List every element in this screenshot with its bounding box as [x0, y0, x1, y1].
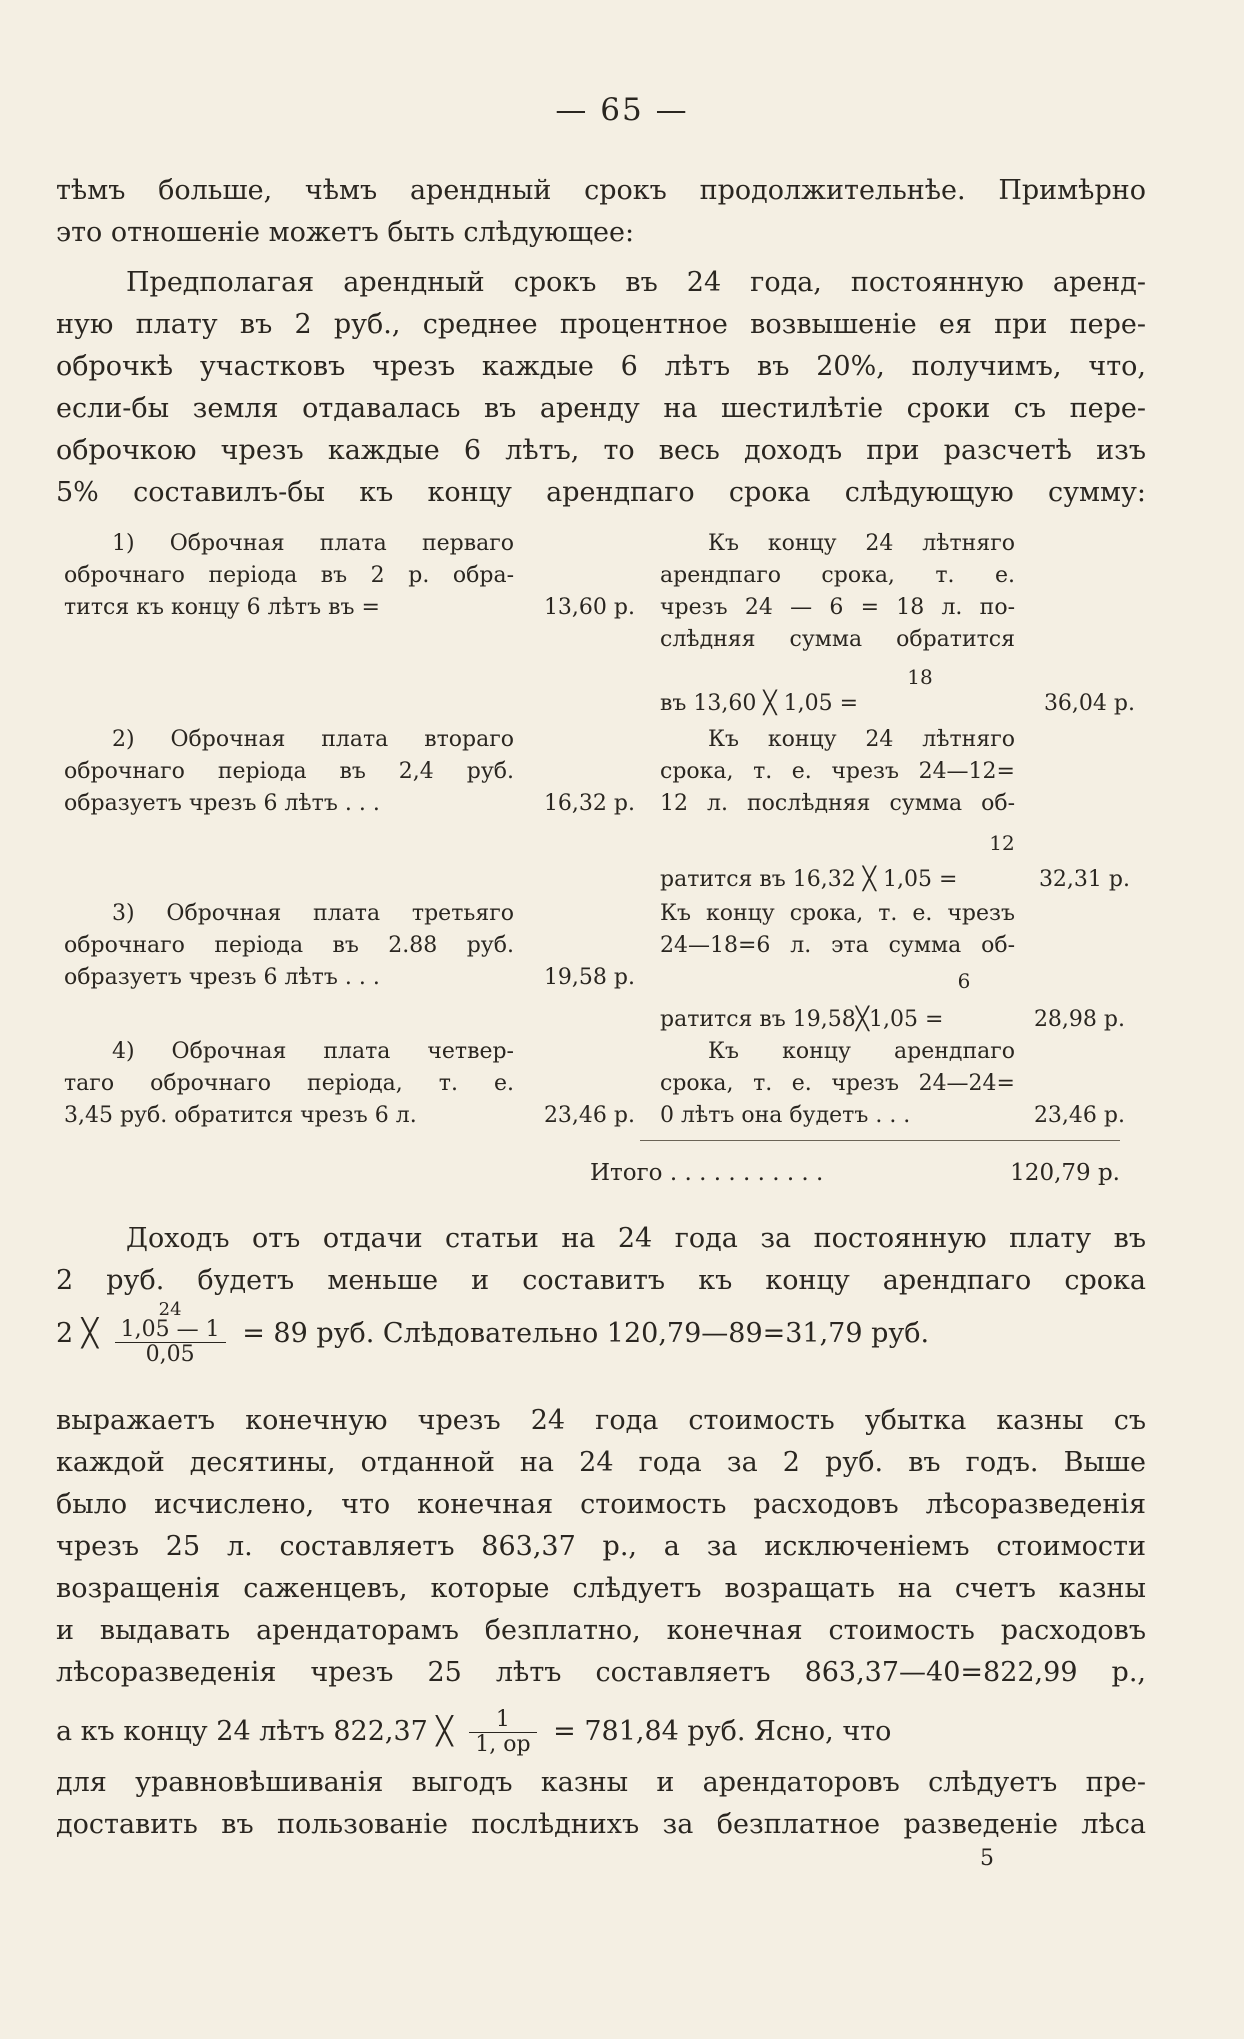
text-line: 12 л. послѣдняя сумма об-: [660, 791, 1015, 816]
text-line: Къ концу срока, т. е. чрезъ: [660, 901, 1015, 926]
exponent: 24: [158, 1299, 182, 1320]
paragraph-2: [56, 1218, 1146, 1302]
text-line: срока, т. е. чрезъ 24—12=: [660, 759, 1015, 784]
table-row-2-left: [64, 724, 514, 820]
text-line: слѣдняя сумма обратится: [660, 627, 1015, 652]
text-line: срока, т. е. чрезъ 24—24=: [660, 1071, 1015, 1096]
text-line: 3,45 руб. обратится чрезъ 6 л.: [64, 1103, 417, 1128]
text-line: таго оброчнаго періода, т. е.: [64, 1071, 514, 1096]
intro-paragraph: [56, 170, 1146, 254]
formula-tail: = 89 руб. Слѣдовательно 120,79—89=31,79 руб.: [242, 1318, 930, 1349]
exponent: 12: [989, 831, 1015, 855]
table-row-4-right: [660, 1036, 1015, 1132]
text-line: оброчкѣ участковъ чрезъ каждые 6 лѣтъ въ 20%, получимъ, что,: [56, 351, 1146, 382]
table-row-1-left: [64, 528, 514, 624]
text-line: Доходъ отъ отдачи статьи на 24 года за постоянную плату въ: [126, 1223, 1146, 1254]
sum-rule: [640, 1140, 1120, 1141]
text-line: оброчнаго періода въ 2 р. обра-: [64, 563, 514, 588]
paragraph-1: [56, 262, 1146, 514]
text-line: образуетъ чрезъ 6 лѣтъ . . .: [64, 791, 380, 816]
text-line: 0 лѣтъ она будетъ . . .: [660, 1103, 911, 1128]
text-line: арендпаго срока, т. е.: [660, 563, 1015, 588]
text-line: 3) Оброчная плата третьяго: [112, 901, 514, 926]
text-line: оброчкою чрезъ каждые 6 лѣтъ, то весь доходъ при разсчетѣ изъ: [56, 435, 1146, 466]
text-line: 1) Оброчная плата перваго: [112, 531, 514, 556]
table-row-2-right-value: 32,31 р.: [1038, 867, 1130, 892]
text-line: 4) Оброчная плата четвер-: [112, 1039, 514, 1064]
formula-line: [56, 1299, 1146, 1367]
paragraph-2-continued: [56, 1400, 1146, 1694]
text-line: тится къ концу 6 лѣтъ въ =: [64, 595, 380, 620]
text-line: 2 руб. будетъ меньше и составитъ къ концу арендпаго срока: [56, 1265, 1146, 1296]
text-line: возращенія саженцевъ, которые слѣдуетъ возращать на счетъ казны: [56, 1573, 1146, 1604]
table-row-3-calc: [660, 1004, 1015, 1036]
table-row-1-left-value: 13,60 р.: [543, 595, 635, 620]
fraction-numerator: 1,05 — 1: [115, 1318, 226, 1343]
text-line: оброчнаго періода въ 2.88 руб.: [64, 933, 514, 958]
text-line: ную плату въ 2 руб., среднее процентное возвышеніе ея при пере-: [56, 309, 1146, 340]
table-row-1-right: [660, 528, 1015, 656]
table-row-3-right: [660, 898, 1015, 962]
text-line: Къ концу 24 лѣтняго: [708, 727, 1015, 752]
text-line: и выдавать арендаторамъ безплатно, конечная стоимость расходовъ: [56, 1615, 1146, 1646]
table-row-2-left-value: 16,32 р.: [543, 791, 635, 816]
table-row-2-calc: [660, 864, 1015, 896]
text-line: 24—18=6 л. эта сумма об-: [660, 933, 1015, 958]
text-line: тѣмъ больше, чѣмъ арендный срокъ продолжительнѣе. Примѣрно: [56, 175, 1146, 206]
exponent: 6: [957, 969, 971, 993]
fraction: [115, 1299, 226, 1367]
table-row-1-calc: [660, 688, 1015, 720]
fraction-denominator: 0,05: [145, 1342, 195, 1367]
page-number: — 65 —: [555, 92, 689, 128]
text-line: было исчислено, что конечная стоимость расходовъ лѣсоразведенія: [56, 1489, 1146, 1520]
text-line: выражаетъ конечную чрезъ 24 года стоимость убытка казны съ: [56, 1405, 1146, 1436]
text-line: Къ концу арендпаго: [708, 1039, 1015, 1064]
table-row-4-right-value: 23,46 р.: [1033, 1103, 1125, 1128]
table-row-3-right-value: 28,98 р.: [1033, 1007, 1125, 1032]
text-line: для уравновѣшиванія выгодъ казны и арендаторовъ слѣдуетъ пре-: [56, 1767, 1146, 1798]
table-row-2-right: [660, 724, 1015, 820]
text-line: доставить въ пользованіе послѣднихъ за безплатное разведеніе лѣса: [56, 1809, 1146, 1840]
formula-line: [56, 1707, 1146, 1757]
table-row-3-left: [64, 898, 514, 994]
text-line: если-бы земля отдавалась въ аренду на шестилѣтіе сроки съ пере-: [56, 393, 1146, 424]
text-line: чрезъ 25 л. составляетъ 863,37 р., а за исключеніемъ стоимости: [56, 1531, 1146, 1562]
total-label: Итого . . . . . . . . . . .: [590, 1160, 824, 1186]
text-line: ратится въ 19,58╳1,05 =: [660, 1007, 944, 1032]
text-line: 5% составилъ-бы къ концу арендпаго срока слѣдующую сумму:: [56, 477, 1146, 508]
text-line: въ 13,60 ╳ 1,05 =: [660, 691, 858, 716]
paragraph-2-end: [56, 1762, 1146, 1846]
text-line: лѣсоразведенія чрезъ 25 лѣтъ составляетъ 863,37—40=822,99 р.,: [56, 1657, 1146, 1688]
text-line: образуетъ чрезъ 6 лѣтъ . . .: [64, 965, 380, 990]
signature-mark: 5: [980, 1846, 994, 1871]
text-line: 2) Оброчная плата втораго: [112, 727, 514, 752]
fraction-numerator: 1: [469, 1708, 536, 1733]
text-line: Предполагая арендный срокъ въ 24 года, постоянную аренд-: [126, 267, 1146, 298]
text-line: это отношеніе можетъ быть слѣдующее:: [56, 217, 635, 248]
text-line: каждой десятины, отданной на 24 года за 2 руб. въ годъ. Выше: [56, 1447, 1146, 1478]
table-row-1-right-value: 36,04 р.: [1043, 691, 1135, 716]
total-value: 120,79 р.: [1010, 1160, 1120, 1186]
formula-lead: 2 ╳: [56, 1318, 99, 1349]
table-row-4-left: [64, 1036, 514, 1132]
text-line: Къ концу 24 лѣтняго: [708, 531, 1015, 556]
table-row-3-left-value: 19,58 р.: [543, 965, 635, 990]
fraction: [469, 1708, 536, 1757]
fraction-denominator: 1, op: [475, 1732, 531, 1757]
text-line: чрезъ 24 — 6 = 18 л. по-: [660, 595, 1015, 620]
text-line: оброчнаго періода въ 2,4 руб.: [64, 759, 514, 784]
exponent: 18: [907, 665, 933, 689]
text-line: ратится въ 16,32 ╳ 1,05 =: [660, 867, 958, 892]
table-row-4-left-value: 23,46 р.: [543, 1103, 635, 1128]
formula-lead: а къ концу 24 лѣтъ 822,37 ╳: [56, 1716, 453, 1747]
formula-tail: = 781,84 руб. Ясно, что: [553, 1716, 892, 1747]
